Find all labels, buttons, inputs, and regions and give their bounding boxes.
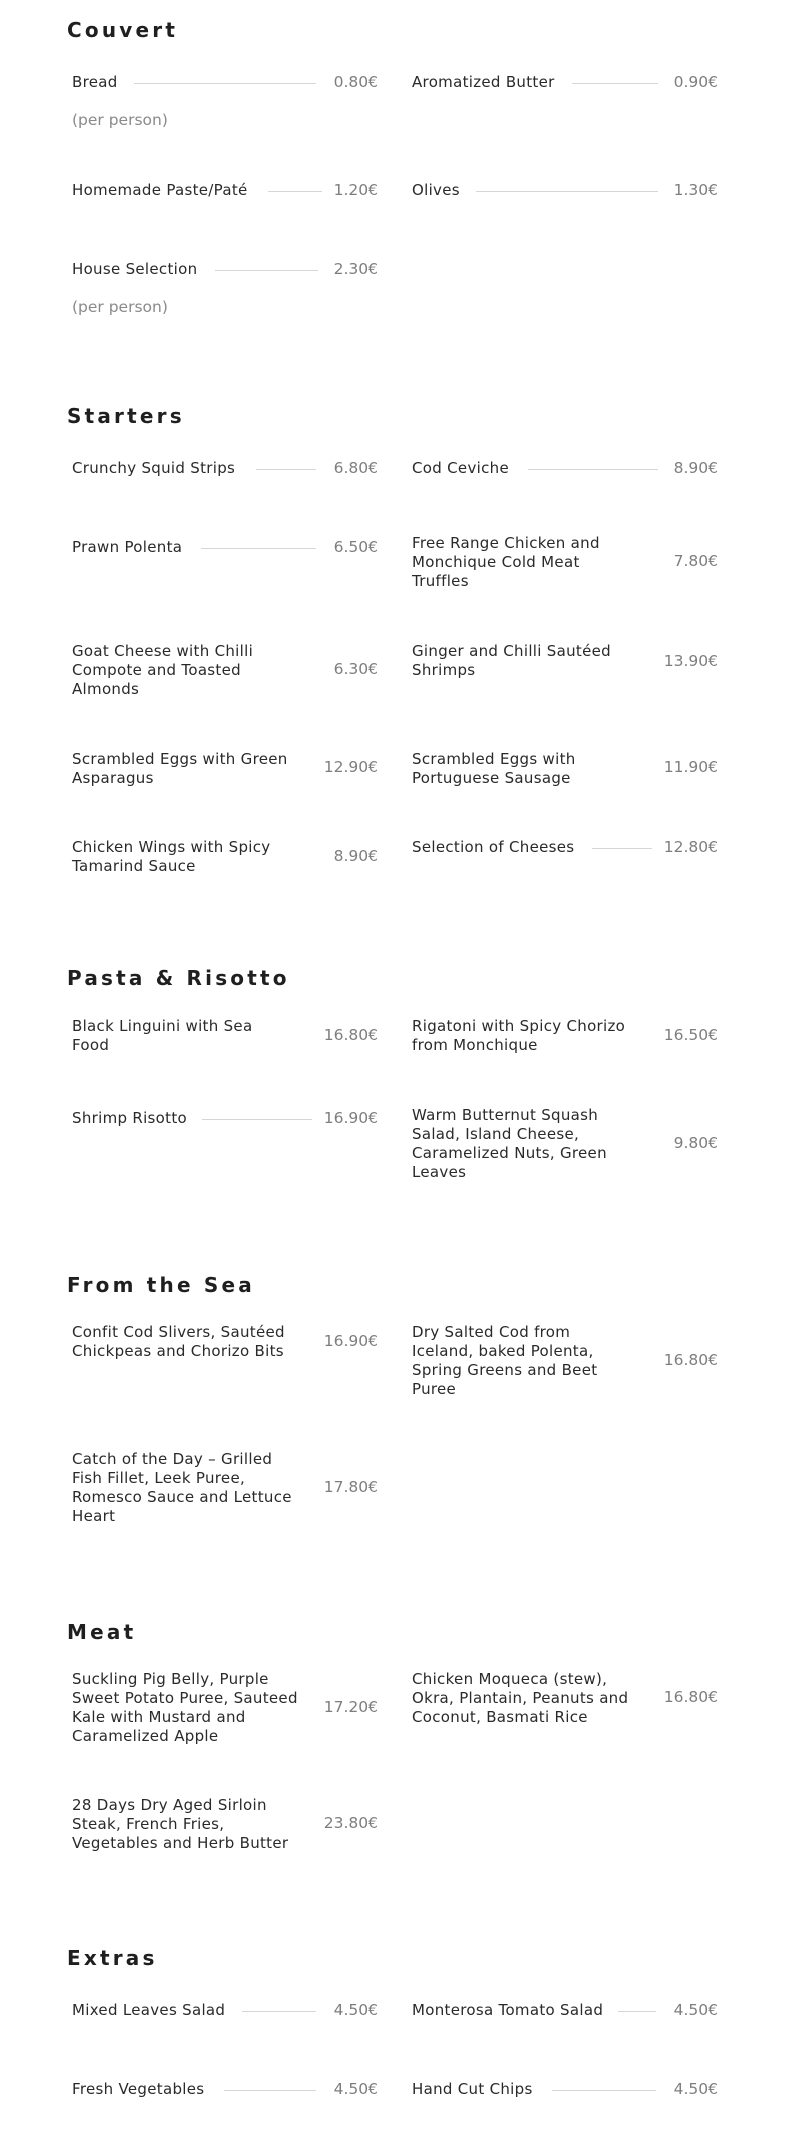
item-price: 1.20€ — [333, 181, 378, 199]
leader-line — [552, 2090, 656, 2091]
item-name: Goat Cheese with Chilli Compote and Toasted Almonds — [72, 642, 254, 698]
item-name: Homemade Paste/Paté — [72, 181, 248, 199]
item-name: Prawn Polenta — [72, 538, 183, 556]
item-price: 9.80€ — [673, 1134, 718, 1152]
item-price: 16.80€ — [663, 1688, 718, 1706]
item-price: 11.90€ — [663, 758, 718, 776]
leader-line — [528, 469, 658, 470]
item-price: 13.90€ — [663, 652, 718, 670]
item-name: Olives — [412, 181, 460, 199]
item-name: Hand Cut Chips — [412, 2080, 533, 2098]
item-name: 28 Days Dry Aged Sirloin Steak, French Fries, Vegetables and Herb Butter — [72, 1796, 289, 1852]
item-price: 8.90€ — [333, 847, 378, 865]
item-name: Chicken Moqueca (stew), Okra, Plantain, Peanuts and Coconut, Basmati Rice — [412, 1670, 629, 1726]
item-name: Free Range Chicken and Monchique Cold Meat Truffles — [412, 534, 600, 590]
item-price: 16.80€ — [663, 1351, 718, 1369]
item-price: 6.50€ — [333, 538, 378, 556]
leader-line — [476, 191, 658, 192]
item-note: (per person) — [72, 111, 168, 129]
item-price: 0.90€ — [673, 73, 718, 91]
leader-line — [134, 83, 316, 84]
item-price: 4.50€ — [673, 2001, 718, 2019]
item-name: Scrambled Eggs with Green Asparagus — [72, 750, 288, 787]
item-name: Rigatoni with Spicy Chorizo from Monchique — [412, 1017, 626, 1054]
item-price: 12.80€ — [663, 838, 718, 856]
item-price: 16.80€ — [323, 1026, 378, 1044]
item-name: Shrimp Risotto — [72, 1109, 187, 1127]
item-name: Scrambled Eggs with Portuguese Sausage — [412, 750, 576, 787]
leader-line — [256, 469, 316, 470]
item-name: Aromatized Butter — [412, 73, 555, 91]
section-title: Couvert — [67, 18, 179, 42]
section-title: From the Sea — [67, 1273, 255, 1297]
item-name: Suckling Pig Belly, Purple Sweet Potato Puree, Sauteed Kale with Mustard and Caramelized Apple — [72, 1670, 298, 1745]
item-price: 16.90€ — [323, 1109, 378, 1127]
item-name: Cod Ceviche — [412, 459, 509, 477]
section-title: Extras — [67, 1946, 158, 1970]
item-name: Catch of the Day – Grilled Fish Fillet, Leek Puree, Romesco Sauce and Lettuce Heart — [72, 1450, 292, 1525]
item-price: 2.30€ — [333, 260, 378, 278]
item-price: 16.90€ — [323, 1332, 378, 1350]
section-title: Pasta & Risotto — [67, 966, 290, 990]
item-price: 17.80€ — [323, 1478, 378, 1496]
item-price: 6.30€ — [333, 660, 378, 678]
item-name: Monterosa Tomato Salad — [412, 2001, 604, 2019]
item-price: 0.80€ — [333, 73, 378, 91]
item-name: House Selection — [72, 260, 198, 278]
section-title: Meat — [67, 1620, 137, 1644]
item-price: 17.20€ — [323, 1698, 378, 1716]
item-price: 1.30€ — [673, 181, 718, 199]
leader-line — [268, 191, 322, 192]
item-name: Chicken Wings with Spicy Tamarind Sauce — [72, 838, 271, 875]
item-note: (per person) — [72, 298, 168, 316]
item-name: Fresh Vegetables — [72, 2080, 205, 2098]
item-name: Black Linguini with Sea Food — [72, 1017, 253, 1054]
item-price: 16.50€ — [663, 1026, 718, 1044]
item-name: Confit Cod Slivers, Sautéed Chickpeas and Chorizo Bits — [72, 1323, 285, 1360]
leader-line — [202, 1119, 312, 1120]
item-price: 4.50€ — [673, 2080, 718, 2098]
item-price: 12.90€ — [323, 758, 378, 776]
item-price: 4.50€ — [333, 2080, 378, 2098]
item-name: Crunchy Squid Strips — [72, 459, 236, 477]
item-price: 8.90€ — [673, 459, 718, 477]
leader-line — [572, 83, 658, 84]
leader-line — [215, 270, 318, 271]
item-name: Mixed Leaves Salad — [72, 2001, 226, 2019]
item-price: 23.80€ — [323, 1814, 378, 1832]
section-title: Starters — [67, 404, 185, 428]
leader-line — [224, 2090, 316, 2091]
leader-line — [592, 848, 652, 849]
item-price: 7.80€ — [673, 552, 718, 570]
leader-line — [201, 548, 316, 549]
item-price: 4.50€ — [333, 2001, 378, 2019]
item-name: Bread — [72, 73, 118, 91]
leader-line — [618, 2011, 656, 2012]
item-name: Ginger and Chilli Sautéed Shrimps — [412, 642, 611, 679]
item-price: 6.80€ — [333, 459, 378, 477]
item-name: Warm Butternut Squash Salad, Island Cheese, Caramelized Nuts, Green Leaves — [412, 1106, 607, 1181]
item-name: Selection of Cheeses — [412, 838, 575, 856]
leader-line — [242, 2011, 316, 2012]
item-name: Dry Salted Cod from Iceland, baked Polenta, Spring Greens and Beet Puree — [412, 1323, 598, 1398]
